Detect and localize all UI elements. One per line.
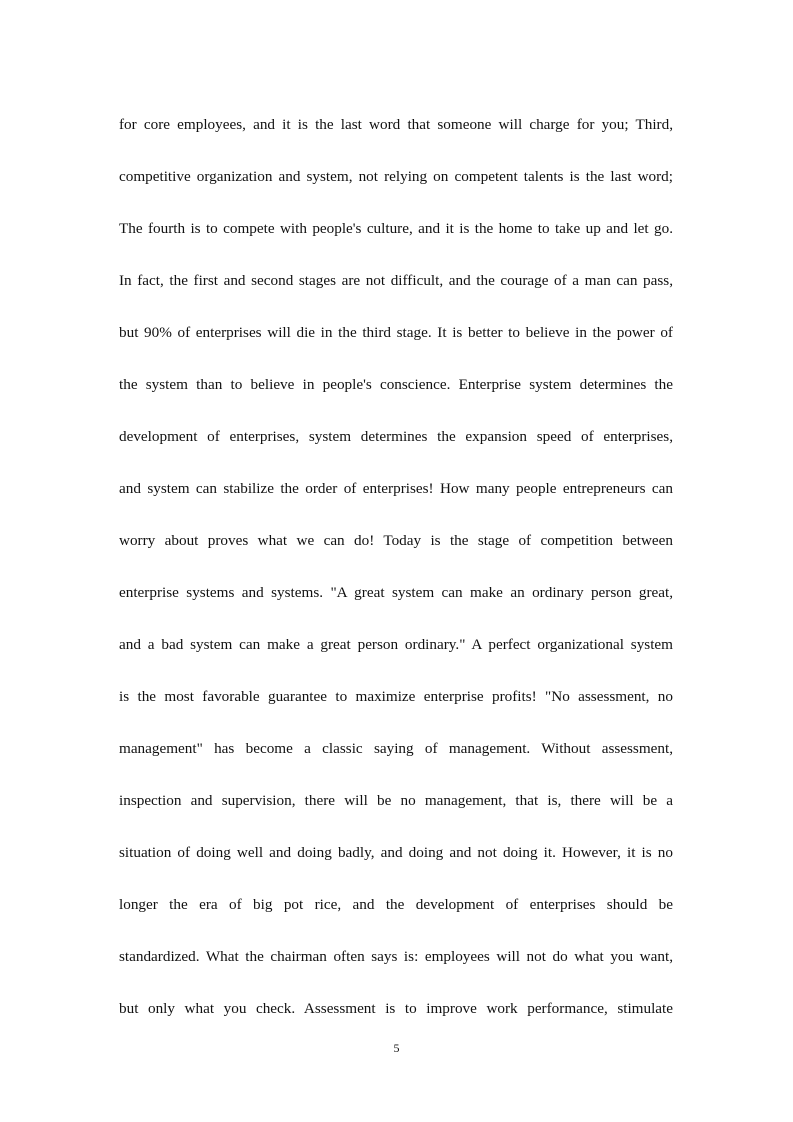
- text-line: inspection and supervision, there will be no management, that is, there will be a: [119, 792, 673, 809]
- text-line: and a bad system can make a great person ordinary." A perfect organizational system: [119, 636, 673, 653]
- text-line: worry about proves what we can do! Today is the stage of competition between: [119, 532, 673, 549]
- page-number: 5: [393, 1041, 400, 1055]
- text-line: for core employees, and it is the last word that someone will charge for you; Third,: [119, 116, 673, 133]
- text-line: The fourth is to compete with people's culture, and it is the home to take up and let go.: [119, 220, 673, 237]
- text-line: standardized. What the chairman often says is: employees will not do what you want,: [119, 948, 673, 965]
- text-line: enterprise systems and systems. "A great system can make an ordinary person great,: [119, 584, 673, 601]
- text-line: competitive organization and system, not relying on competent talents is the last word;: [119, 168, 673, 185]
- text-line: development of enterprises, system determines the expansion speed of enterprises,: [119, 428, 673, 445]
- text-line: management" has become a classic saying of management. Without assessment,: [119, 740, 673, 757]
- text-line: situation of doing well and doing badly, and doing and not doing it. However, it is no: [119, 844, 673, 861]
- text-line: but 90% of enterprises will die in the third stage. It is better to believe in the power of: [119, 324, 673, 341]
- text-line: is the most favorable guarantee to maximize enterprise profits! "No assessment, no: [119, 688, 673, 705]
- text-line: and system can stabilize the order of enterprises! How many people entrepreneurs can: [119, 480, 673, 497]
- text-line: the system than to believe in people's conscience. Enterprise system determines the: [119, 376, 673, 393]
- text-line: In fact, the first and second stages are not difficult, and the courage of a man can pass,: [119, 272, 673, 289]
- text-line: longer the era of big pot rice, and the development of enterprises should be: [119, 896, 673, 913]
- text-line: but only what you check. Assessment is to improve work performance, stimulate: [119, 1000, 673, 1017]
- body-text: [119, 112, 673, 1022]
